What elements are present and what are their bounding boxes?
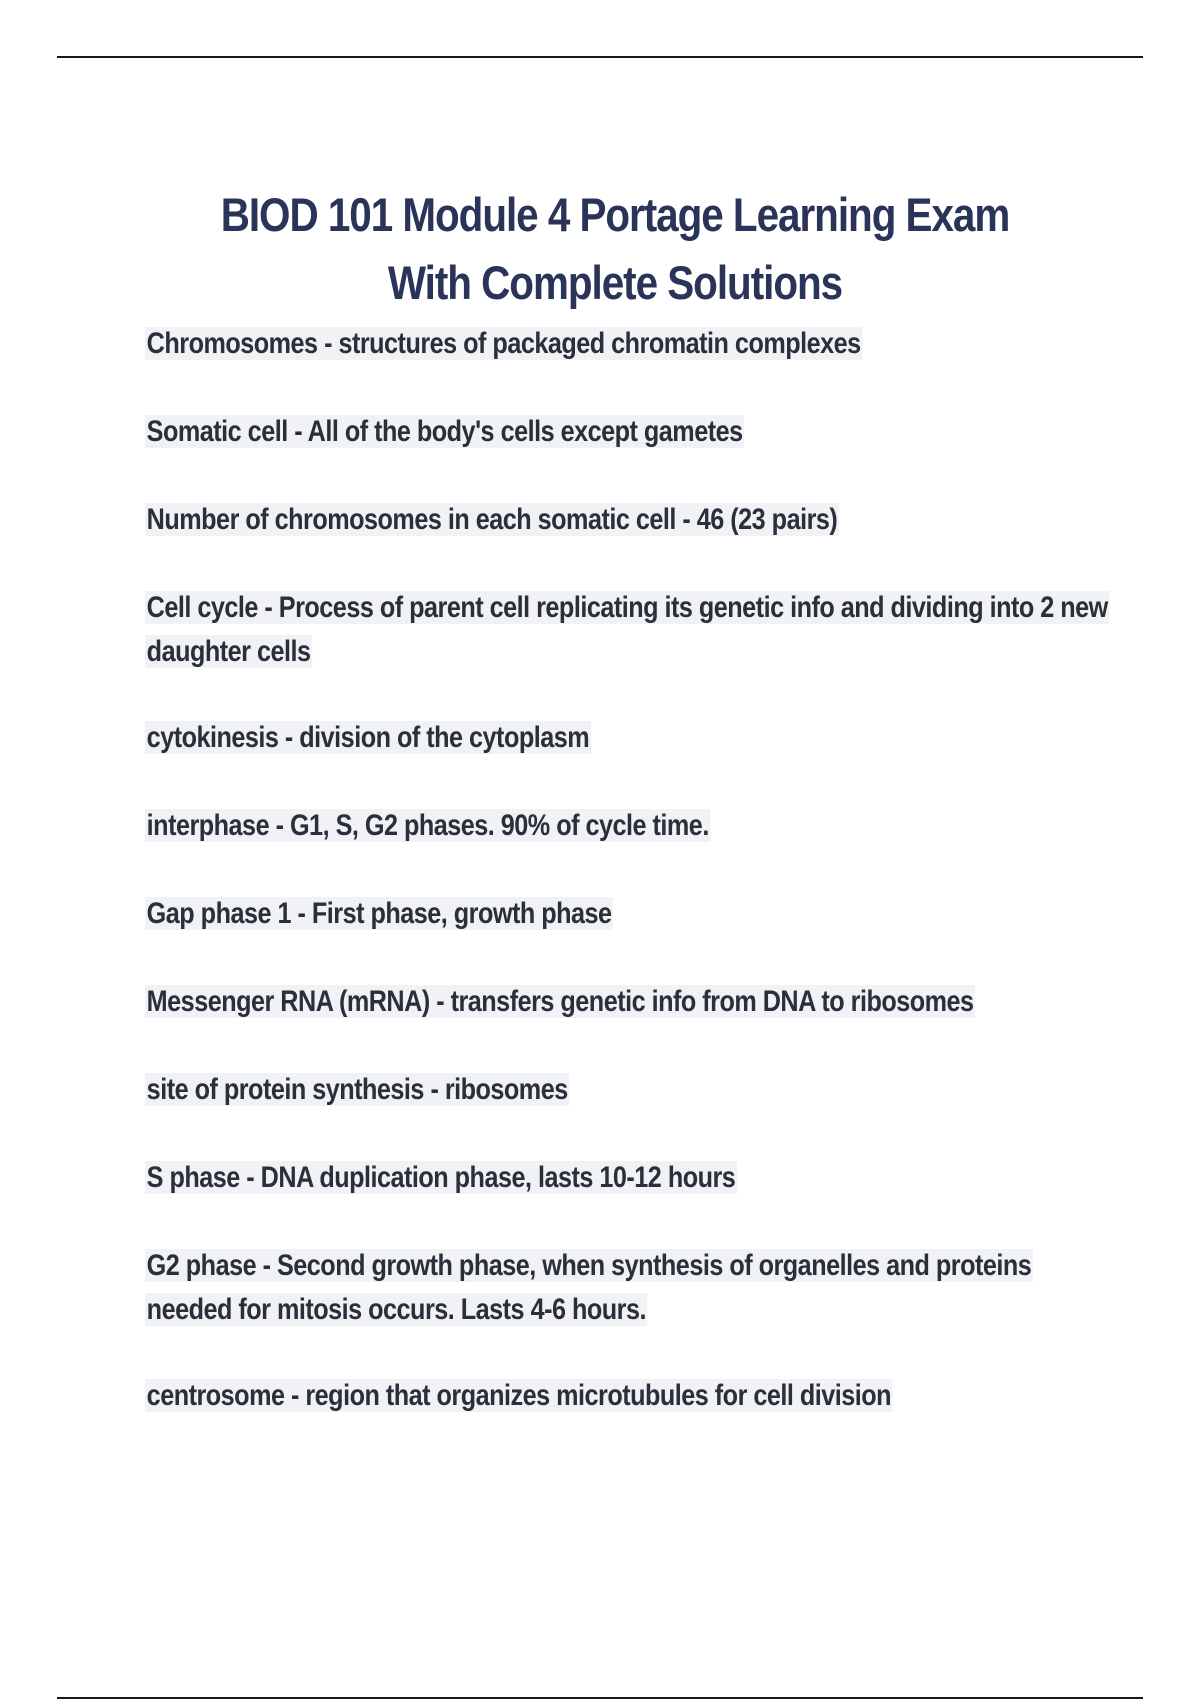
- list-item: [145, 410, 1119, 454]
- top-rule: [57, 56, 1143, 58]
- entry-text: S phase - DNA duplication phase, lasts 10-12 hours: [146, 1161, 736, 1194]
- list-item: [145, 586, 1119, 674]
- list-item: [145, 892, 1119, 936]
- list-item: [145, 804, 1119, 848]
- list-item: [145, 1374, 1119, 1418]
- list-item: [145, 322, 1119, 366]
- list-item: [145, 716, 1119, 760]
- entry-text: cytokinesis - division of the cytoplasm: [146, 721, 590, 754]
- entry-text: Gap phase 1 - First phase, growth phase: [146, 897, 612, 930]
- qa-list: [145, 322, 1145, 1462]
- list-item: [145, 1156, 1119, 1200]
- list-item: [145, 1068, 1119, 1112]
- bottom-rule: [57, 1697, 1143, 1699]
- entry-text: centrosome - region that organizes microtubules for cell division: [146, 1379, 892, 1412]
- document-title: BIOD 101 Module 4 Portage Learning Exam With Complete Solutions: [220, 188, 1010, 310]
- list-item: [145, 498, 1119, 542]
- entry-text: Chromosomes - structures of packaged chromatin complexes: [146, 327, 861, 360]
- list-item: [145, 1244, 1119, 1332]
- list-item: [145, 980, 1119, 1024]
- entry-text: G2 phase - Second growth phase, when synthesis of organelles and proteins needed for mitosis occurs. Lasts 4-6 hours.: [146, 1249, 1032, 1326]
- entry-text: site of protein synthesis - ribosomes: [146, 1073, 568, 1106]
- entry-text: Messenger RNA (mRNA) - transfers genetic info from DNA to ribosomes: [146, 985, 974, 1018]
- entry-text: Cell cycle - Process of parent cell replicating its genetic info and dividing into 2 new daughter cells: [146, 591, 1108, 668]
- entry-text: Number of chromosomes in each somatic cell - 46 (23 pairs): [146, 503, 838, 536]
- entry-text: interphase - G1, S, G2 phases. 90% of cycle time.: [146, 809, 709, 842]
- entry-text: Somatic cell - All of the body's cells except gametes: [146, 415, 743, 448]
